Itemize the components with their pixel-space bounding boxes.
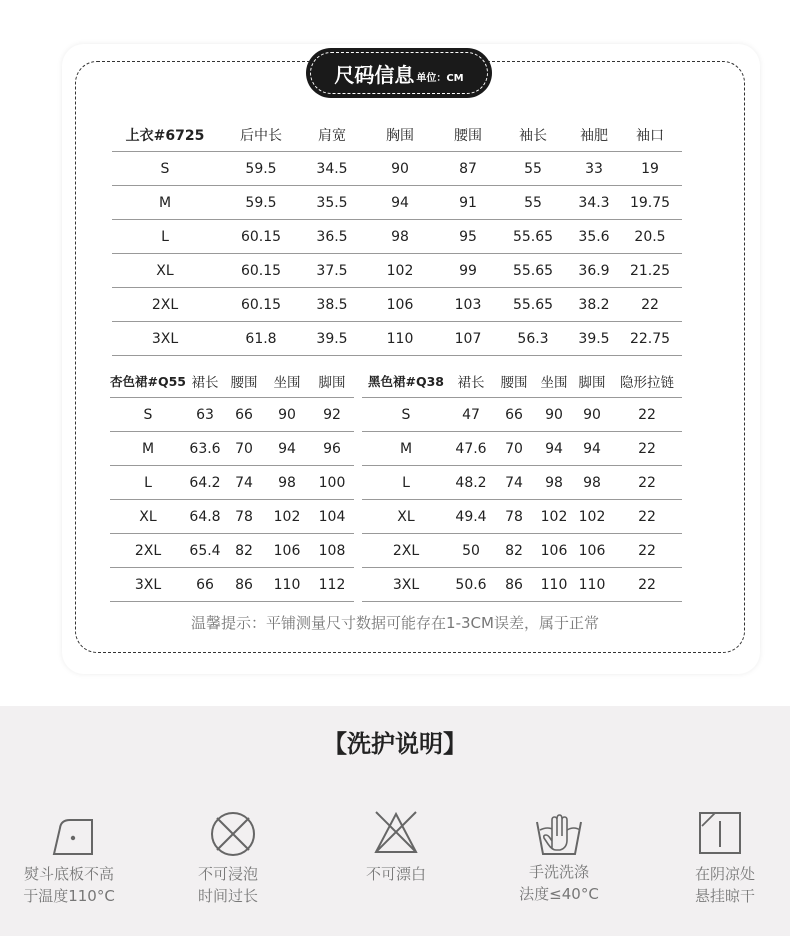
care-label-no-bleach	[331, 863, 461, 885]
top-value-cell: 56.3	[496, 322, 570, 356]
top-value-cell: 55.65	[496, 288, 570, 322]
apricot-value-cell: 108	[310, 534, 354, 568]
top-header: 袖口	[618, 118, 682, 152]
care-label-line: 手洗洗涤	[528, 863, 589, 881]
black-value-cell: 50.6	[450, 568, 492, 602]
table-row	[110, 568, 354, 602]
black-header: 腰围	[492, 364, 536, 398]
apricot-value-cell: 64.8	[186, 500, 224, 534]
black-value-cell: 66	[492, 398, 536, 432]
black-value-cell: 22	[612, 398, 682, 432]
apricot-value-cell: 64.2	[186, 466, 224, 500]
top-value-cell: 95	[440, 220, 496, 254]
top-value-cell: 60.15	[218, 254, 304, 288]
apricot-value-cell: 102	[264, 500, 310, 534]
top-value-cell: 106	[360, 288, 440, 322]
table-row	[362, 534, 682, 568]
apricot-value-cell: 70	[224, 432, 264, 466]
top-value-cell: 102	[360, 254, 440, 288]
black-value-cell: 22	[612, 500, 682, 534]
black-value-cell: 74	[492, 466, 536, 500]
top-value-cell: 55	[496, 152, 570, 186]
black-value-cell: 78	[492, 500, 536, 534]
size-unit: 单位：CM	[416, 72, 464, 84]
top-value-cell: 38.2	[570, 288, 618, 322]
care-label-line: 不可漂白	[365, 865, 426, 883]
top-header: 后中长	[218, 118, 304, 152]
black-value-cell: 47.6	[450, 432, 492, 466]
care-label-hand-wash	[494, 861, 624, 905]
black-value-cell: 102	[536, 500, 572, 534]
black-size-cell: 3XL	[362, 568, 450, 602]
top-value-cell: 55	[496, 186, 570, 220]
top-value-cell: 110	[360, 322, 440, 356]
top-size-table	[112, 118, 682, 356]
hand-wash-icon	[534, 810, 584, 858]
black-value-cell: 94	[572, 432, 612, 466]
top-value-cell: 39.5	[304, 322, 360, 356]
black-skirt-table	[362, 364, 682, 602]
table-header-row	[362, 364, 682, 398]
top-value-cell: 38.5	[304, 288, 360, 322]
black-value-cell: 50	[450, 534, 492, 568]
apricot-table-body	[110, 398, 354, 602]
apricot-value-cell: 86	[224, 568, 264, 602]
top-value-cell: 19	[618, 152, 682, 186]
care-label-no-soak	[163, 863, 293, 907]
table-header-row	[110, 364, 354, 398]
apricot-value-cell: 74	[224, 466, 264, 500]
black-value-cell: 98	[536, 466, 572, 500]
top-value-cell: 22.75	[618, 322, 682, 356]
care-label-iron	[4, 863, 134, 907]
care-section	[0, 706, 790, 936]
top-value-cell: 35.5	[304, 186, 360, 220]
no-bleach-icon	[372, 808, 420, 856]
iron-icon	[50, 810, 96, 858]
top-value-cell: 59.5	[218, 152, 304, 186]
care-label-line: 在阴凉处	[694, 865, 755, 883]
black-value-cell: 110	[572, 568, 612, 602]
apricot-value-cell: 66	[186, 568, 224, 602]
care-label-line: 时间过长	[197, 887, 258, 905]
top-size-cell: M	[112, 186, 218, 220]
apricot-header: 坐围	[264, 364, 310, 398]
table-row	[362, 398, 682, 432]
top-header: 肩宽	[304, 118, 360, 152]
apricot-value-cell: 110	[264, 568, 310, 602]
black-header: 裙长	[450, 364, 492, 398]
apricot-size-cell: S	[110, 398, 186, 432]
black-value-cell: 98	[572, 466, 612, 500]
black-header: 坐围	[536, 364, 572, 398]
table-row	[110, 534, 354, 568]
black-value-cell: 106	[536, 534, 572, 568]
top-value-cell: 19.75	[618, 186, 682, 220]
top-value-cell: 21.25	[618, 254, 682, 288]
apricot-value-cell: 96	[310, 432, 354, 466]
shade-dry-icon	[697, 810, 743, 856]
top-value-cell: 60.15	[218, 288, 304, 322]
table-row	[362, 500, 682, 534]
black-size-cell: XL	[362, 500, 450, 534]
table-row	[112, 186, 682, 220]
top-value-cell: 39.5	[570, 322, 618, 356]
care-label-line: 法度≤40°C	[519, 885, 599, 903]
care-label-line: 熨斗底板不高	[23, 865, 114, 883]
apricot-value-cell: 90	[264, 398, 310, 432]
table-row	[362, 466, 682, 500]
black-value-cell: 106	[572, 534, 612, 568]
black-value-cell: 22	[612, 568, 682, 602]
top-value-cell: 61.8	[218, 322, 304, 356]
top-size-cell: L	[112, 220, 218, 254]
apricot-value-cell: 65.4	[186, 534, 224, 568]
apricot-value-cell: 100	[310, 466, 354, 500]
black-value-cell: 90	[572, 398, 612, 432]
apricot-value-cell: 82	[224, 534, 264, 568]
care-label-shade-dry	[660, 863, 790, 907]
black-value-cell: 110	[536, 568, 572, 602]
size-title: 尺码信息	[334, 62, 415, 87]
top-value-cell: 35.6	[570, 220, 618, 254]
table-row	[112, 220, 682, 254]
top-table-body	[112, 152, 682, 356]
care-label-line: 不可浸泡	[197, 865, 258, 883]
table-header-row	[112, 118, 682, 152]
top-size-cell: 2XL	[112, 288, 218, 322]
table-row	[112, 322, 682, 356]
top-value-cell: 36.9	[570, 254, 618, 288]
top-value-cell: 33	[570, 152, 618, 186]
size-title-badge	[306, 48, 492, 98]
apricot-value-cell: 94	[264, 432, 310, 466]
black-value-cell: 48.2	[450, 466, 492, 500]
care-label-line: 悬挂晾干	[694, 887, 755, 905]
black-value-cell: 22	[612, 534, 682, 568]
black-header-product: 黑色裙#Q38	[362, 364, 450, 398]
table-row	[362, 432, 682, 466]
top-value-cell: 36.5	[304, 220, 360, 254]
no-soak-icon	[208, 809, 258, 859]
top-header: 胸围	[360, 118, 440, 152]
apricot-value-cell: 106	[264, 534, 310, 568]
table-row	[112, 152, 682, 186]
apricot-value-cell: 66	[224, 398, 264, 432]
apricot-value-cell: 63	[186, 398, 224, 432]
black-size-cell: M	[362, 432, 450, 466]
black-value-cell: 94	[536, 432, 572, 466]
top-value-cell: 55.65	[496, 254, 570, 288]
apricot-skirt-table	[110, 364, 354, 602]
black-value-cell: 49.4	[450, 500, 492, 534]
top-header: 袖长	[496, 118, 570, 152]
top-value-cell: 94	[360, 186, 440, 220]
top-value-cell: 90	[360, 152, 440, 186]
top-value-cell: 87	[440, 152, 496, 186]
black-value-cell: 22	[612, 432, 682, 466]
top-value-cell: 37.5	[304, 254, 360, 288]
top-value-cell: 103	[440, 288, 496, 322]
top-value-cell: 91	[440, 186, 496, 220]
black-value-cell: 22	[612, 466, 682, 500]
top-value-cell: 60.15	[218, 220, 304, 254]
apricot-size-cell: XL	[110, 500, 186, 534]
black-size-cell: S	[362, 398, 450, 432]
measurement-tip: 温馨提示：平铺测量尺寸数据可能存在1-3CM误差，属于正常	[191, 614, 599, 632]
apricot-size-cell: 2XL	[110, 534, 186, 568]
top-value-cell: 34.3	[570, 186, 618, 220]
black-table-body	[362, 398, 682, 602]
black-header: 脚围	[572, 364, 612, 398]
top-header: 腰围	[440, 118, 496, 152]
black-size-cell: 2XL	[362, 534, 450, 568]
black-header: 隐形拉链	[612, 364, 682, 398]
apricot-size-cell: L	[110, 466, 186, 500]
care-title: 【洗护说明】	[323, 730, 467, 758]
apricot-header: 脚围	[310, 364, 354, 398]
apricot-size-cell: M	[110, 432, 186, 466]
apricot-value-cell: 112	[310, 568, 354, 602]
top-value-cell: 22	[618, 288, 682, 322]
table-row	[112, 288, 682, 322]
table-row	[110, 466, 354, 500]
top-header-product: 上衣#6725	[112, 118, 218, 152]
care-label-line: 于温度110°C	[23, 887, 115, 905]
top-value-cell: 59.5	[218, 186, 304, 220]
top-value-cell: 55.65	[496, 220, 570, 254]
black-value-cell: 70	[492, 432, 536, 466]
apricot-value-cell: 104	[310, 500, 354, 534]
top-size-cell: 3XL	[112, 322, 218, 356]
top-size-cell: XL	[112, 254, 218, 288]
black-size-cell: L	[362, 466, 450, 500]
black-value-cell: 47	[450, 398, 492, 432]
top-value-cell: 34.5	[304, 152, 360, 186]
top-value-cell: 107	[440, 322, 496, 356]
black-value-cell: 82	[492, 534, 536, 568]
apricot-header: 腰围	[224, 364, 264, 398]
apricot-value-cell: 63.6	[186, 432, 224, 466]
apricot-value-cell: 98	[264, 466, 310, 500]
top-header: 袖肥	[570, 118, 618, 152]
top-value-cell: 99	[440, 254, 496, 288]
apricot-value-cell: 92	[310, 398, 354, 432]
apricot-value-cell: 78	[224, 500, 264, 534]
apricot-size-cell: 3XL	[110, 568, 186, 602]
black-value-cell: 102	[572, 500, 612, 534]
table-row	[112, 254, 682, 288]
table-row	[362, 568, 682, 602]
table-row	[110, 432, 354, 466]
table-row	[110, 500, 354, 534]
apricot-header-product: 杏色裙#Q55	[110, 364, 186, 398]
top-size-cell: S	[112, 152, 218, 186]
top-value-cell: 20.5	[618, 220, 682, 254]
table-row	[110, 398, 354, 432]
black-value-cell: 86	[492, 568, 536, 602]
black-value-cell: 90	[536, 398, 572, 432]
top-value-cell: 98	[360, 220, 440, 254]
apricot-header: 裙长	[186, 364, 224, 398]
